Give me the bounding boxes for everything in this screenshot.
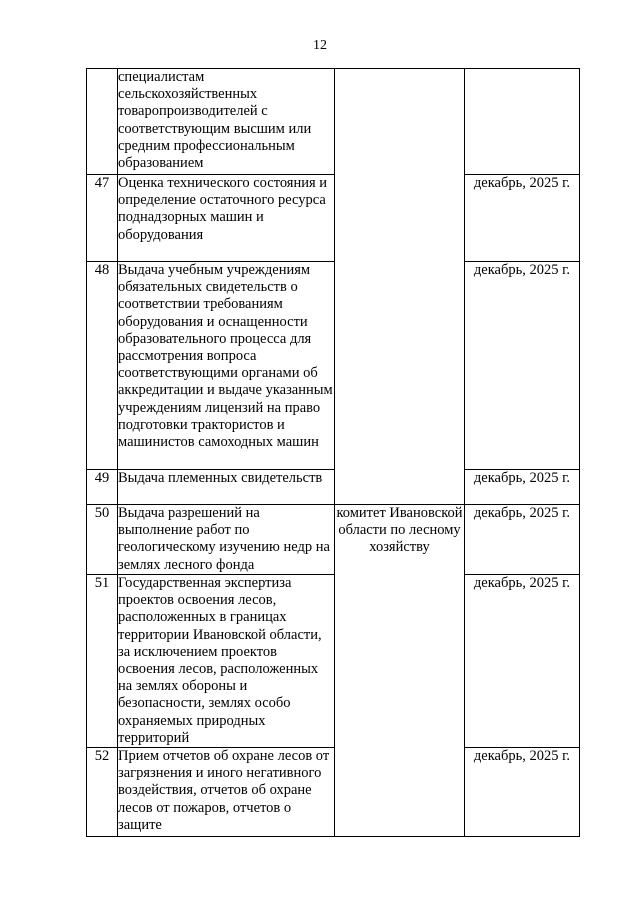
table-row [87,575,580,748]
row-number: 52 [87,748,118,837]
deadline: декабрь, 2025 г. [465,505,580,575]
service-name: Государственная экспертиза проектов освоения лесов, расположенных в границах территории Ивановской области, за исключением проектов освоения лесов, расположенных на землях обороны и безопасности, землях особо охраняемых природных территорий [118,575,335,748]
responsible-org [335,69,465,505]
deadline: декабрь, 2025 г. [465,575,580,748]
deadline: декабрь, 2025 г. [465,262,580,470]
service-name: Оценка технического состояния и определение остаточного ресурса поднадзорных машин и оборудования [118,175,335,262]
deadline: декабрь, 2025 г. [465,470,580,505]
row-number: 51 [87,575,118,748]
row-number: 47 [87,175,118,262]
page-number: 12 [313,38,327,53]
table-row [87,262,580,470]
table-row [87,505,580,575]
service-name: Выдача учебным учреждениям обязательных свидетельств о соответствии требованиям оборудования и оснащенности образовательного процесса для рассмотрения вопроса соответствующими органами об аккредитации и выдаче указанным учреждениям лицензий на право подготовки трактористов и машинистов самоходных машин [118,262,335,470]
services-table [86,68,580,837]
table-row [87,175,580,262]
deadline [465,69,580,175]
deadline: декабрь, 2025 г. [465,175,580,262]
row-number: 50 [87,505,118,575]
responsible-org: комитет Ивановской области по лесному хозяйству [335,505,465,837]
table-row [87,748,580,837]
service-name: Прием отчетов об охране лесов от загрязнения и иного негативного воздействия, отчетов об охране лесов от пожаров, отчетов о защите [118,748,335,837]
deadline: декабрь, 2025 г. [465,748,580,837]
table-row [87,69,580,175]
service-name: специалистам сельскохозяйственных товаропроизводителей с соответствующим высшим или средним профессиональным образованием [118,69,335,175]
service-name: Выдача племенных свидетельств [118,470,335,505]
row-number: 49 [87,470,118,505]
row-number [87,69,118,175]
row-number: 48 [87,262,118,470]
table-row [87,470,580,505]
service-name: Выдача разрешений на выполнение работ по геологическому изучению недр на землях лесного фонда [118,505,335,575]
